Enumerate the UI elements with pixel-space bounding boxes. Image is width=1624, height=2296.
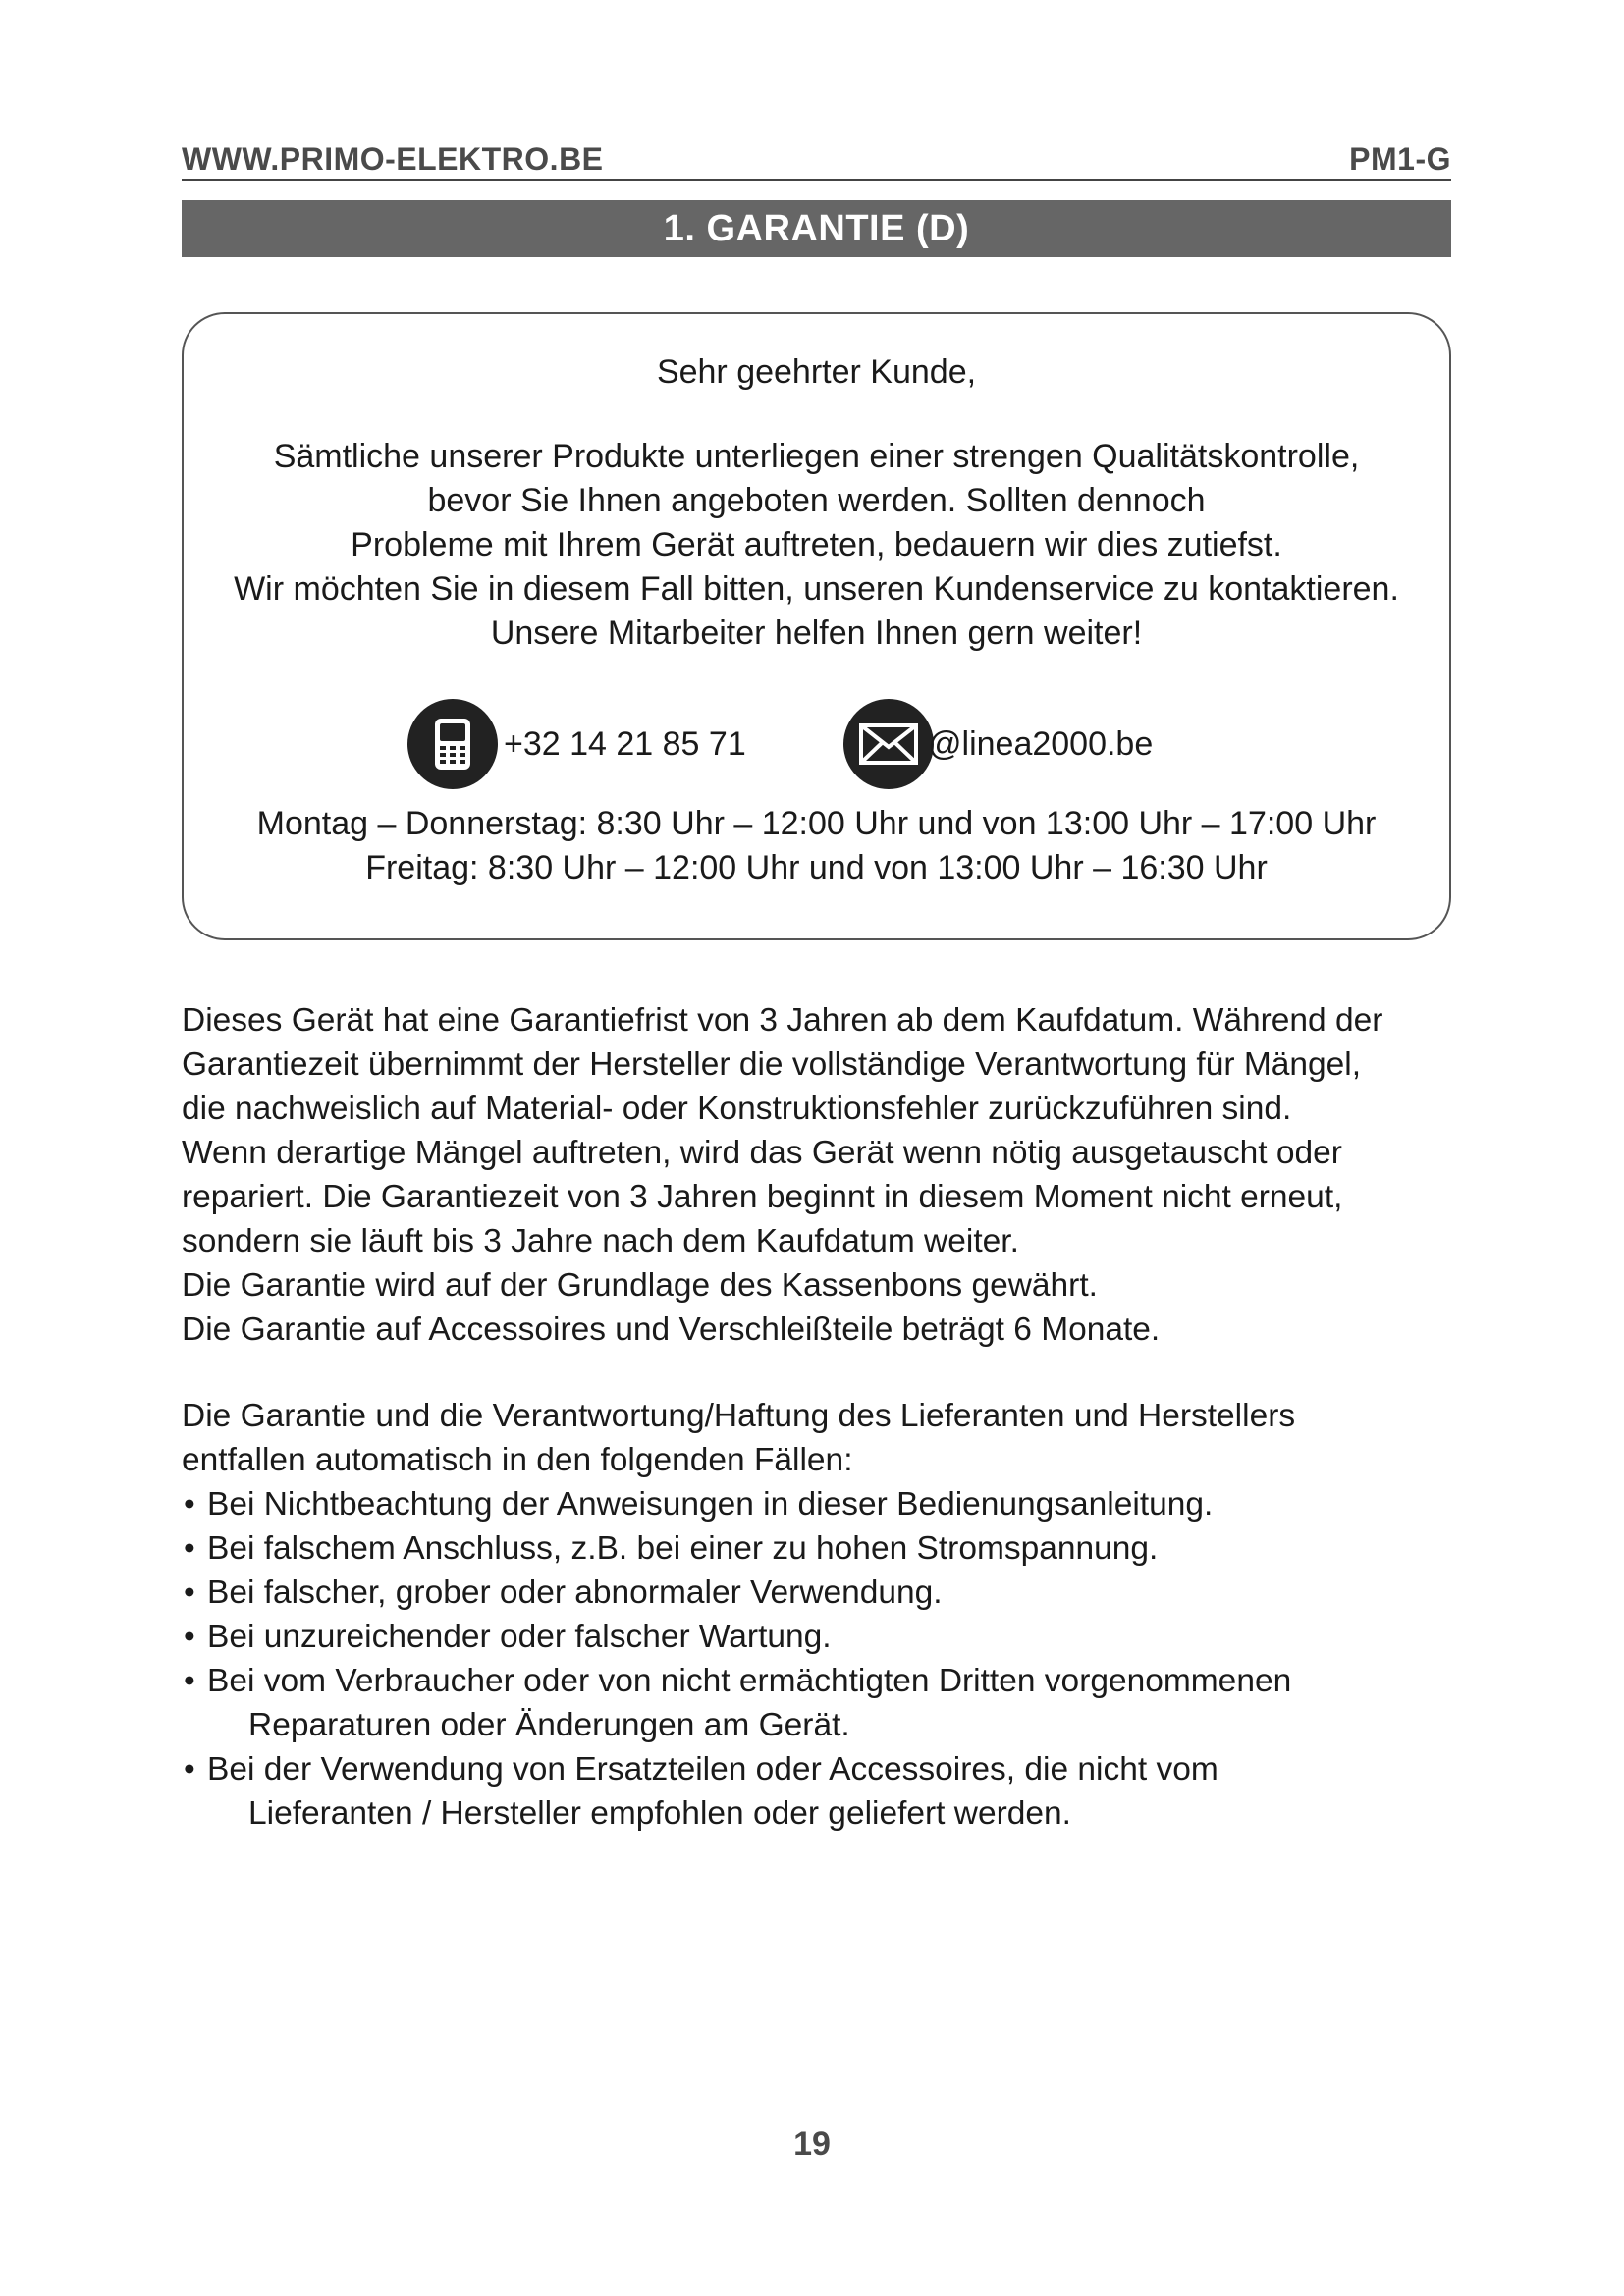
list-item-continuation: Lieferanten / Hersteller empfohlen oder geliefert werden. bbox=[248, 1795, 1071, 1832]
phone-number: +32 14 21 85 71 bbox=[504, 724, 746, 763]
list-item bbox=[182, 1526, 1458, 1571]
paragraph-line: Dieses Gerät hat eine Garantiefrist von 3 Jahren ab dem Kaufdatum. Während der bbox=[182, 1002, 1383, 1039]
bullet-symbol: • bbox=[184, 1486, 195, 1522]
list-item bbox=[182, 1482, 1458, 1526]
page-header bbox=[182, 137, 1451, 181]
paragraph-line: Die Garantie und die Verantwortung/Haftung des Lieferanten und Herstellers bbox=[182, 1398, 1296, 1434]
opening-hours-friday: Freitag: 8:30 Uhr – 12:00 Uhr und von 13:00 Uhr – 16:30 Uhr bbox=[365, 849, 1268, 886]
bullet-symbol: • bbox=[184, 1663, 195, 1699]
message-line: bevor Sie Ihnen angeboten werden. Sollten dennoch bbox=[427, 482, 1206, 519]
list-item-text: Bei der Verwendung von Ersatzteilen oder Accessoires, die nicht vom bbox=[207, 1751, 1218, 1788]
email-address: @linea2000.be bbox=[928, 724, 1154, 763]
bullet-symbol: • bbox=[184, 1575, 195, 1611]
model-number: PM1-G bbox=[1349, 141, 1451, 177]
list-item-text: Bei Nichtbeachtung der Anweisungen in dieser Bedienungsanleitung. bbox=[207, 1486, 1214, 1522]
list-item-text: Bei falschem Anschluss, z.B. bei einer zu hohen Stromspannung. bbox=[207, 1530, 1159, 1567]
website-url: WWW.PRIMO-ELEKTRO.BE bbox=[182, 141, 604, 177]
opening-hours-weekdays: Montag – Donnerstag: 8:30 Uhr – 12:00 Uhr und von 13:00 Uhr – 17:00 Uhr bbox=[256, 805, 1377, 842]
list-item bbox=[182, 1615, 1458, 1659]
paragraph-line: Die Garantie wird auf der Grundlage des Kassenbons gewährt. bbox=[182, 1267, 1098, 1304]
list-item bbox=[182, 1747, 1458, 1791]
phone-icon bbox=[407, 699, 498, 789]
message-line: Unsere Mitarbeiter helfen Ihnen gern weiter! bbox=[490, 614, 1143, 652]
warranty-paragraph bbox=[182, 998, 1458, 1352]
exclusions-section bbox=[182, 1394, 1458, 1836]
message-line: Probleme mit Ihrem Gerät auftreten, bedauern wir dies zutiefst. bbox=[351, 526, 1282, 563]
bullet-symbol: • bbox=[184, 1530, 195, 1567]
page-number: 19 bbox=[793, 2125, 831, 2163]
bullet-symbol: • bbox=[184, 1751, 195, 1788]
bullet-symbol: • bbox=[184, 1619, 195, 1655]
paragraph-line: Die Garantie auf Accessoires und Verschleißteile beträgt 6 Monate. bbox=[182, 1311, 1161, 1348]
list-item bbox=[182, 1571, 1458, 1615]
list-item bbox=[182, 1659, 1458, 1703]
greeting: Sehr geehrter Kunde, bbox=[656, 353, 977, 391]
paragraph-line: entfallen automatisch in den folgenden Fällen: bbox=[182, 1442, 853, 1478]
phone-contact bbox=[407, 699, 746, 789]
paragraph-line: Wenn derartige Mängel auftreten, wird das Gerät wenn nötig ausgetauscht oder bbox=[182, 1135, 1342, 1171]
list-item-continuation: Reparaturen oder Änderungen am Gerät. bbox=[248, 1707, 850, 1743]
email-contact bbox=[843, 699, 1153, 789]
message-line: Wir möchten Sie in diesem Fall bitten, unseren Kundenservice zu kontaktieren. bbox=[234, 570, 1399, 608]
list-item-text: Bei vom Verbraucher oder von nicht ermächtigten Dritten vorgenommenen bbox=[207, 1663, 1292, 1699]
envelope-icon bbox=[843, 699, 934, 789]
paragraph-line: Garantiezeit übernimmt der Hersteller die vollständige Verantwortung für Mängel, bbox=[182, 1046, 1362, 1083]
paragraph-line: sondern sie läuft bis 3 Jahre nach dem Kaufdatum weiter. bbox=[182, 1223, 1019, 1259]
paragraph-line: die nachweislich auf Material- oder Konstruktionsfehler zurückzuführen sind. bbox=[182, 1091, 1292, 1127]
paragraph-line: repariert. Die Garantiezeit von 3 Jahren beginnt in diesem Moment nicht erneut, bbox=[182, 1179, 1343, 1215]
list-item-text: Bei falscher, grober oder abnormaler Verwendung. bbox=[207, 1575, 943, 1611]
section-title: 1. GARANTIE (D) bbox=[182, 200, 1451, 257]
message-line: Sämtliche unserer Produkte unterliegen einer strengen Qualitätskontrolle, bbox=[273, 438, 1360, 475]
list-item-text: Bei unzureichender oder falscher Wartung. bbox=[207, 1619, 832, 1655]
customer-service-box bbox=[182, 312, 1451, 940]
